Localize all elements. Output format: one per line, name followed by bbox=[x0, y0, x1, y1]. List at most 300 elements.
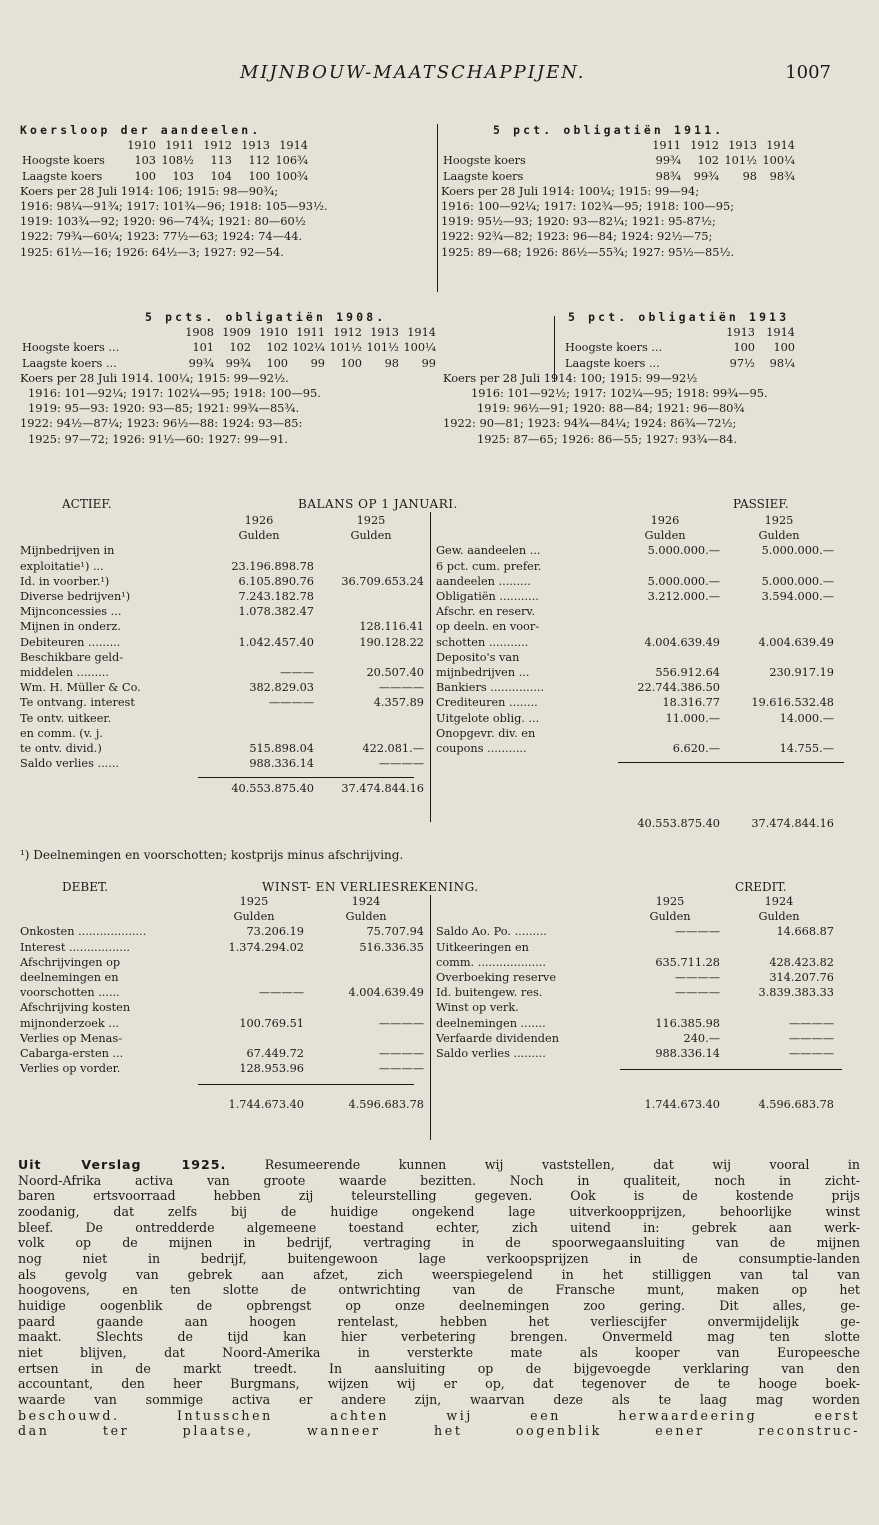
account-row bbox=[434, 1031, 836, 1046]
account-label: deelnemingen en bbox=[20, 971, 119, 985]
account-value: ———— bbox=[268, 696, 314, 710]
account-row bbox=[18, 650, 426, 665]
koers-line: 1922: 92¾—82; 1923: 96—84; 1924: 92½—75; bbox=[441, 229, 713, 244]
oblig-1913-block bbox=[443, 310, 797, 447]
oblig-1911-heading: 5 pct. obligatiën 1911. bbox=[493, 123, 725, 137]
account-row bbox=[18, 604, 426, 619]
account-label: Gew. aandeelen ... bbox=[436, 544, 541, 558]
account-value: 190.128.22 bbox=[359, 635, 424, 649]
account-row bbox=[434, 726, 836, 741]
row-label: Laagste koers bbox=[443, 169, 524, 183]
account-value: 75.707.94 bbox=[366, 925, 424, 939]
row-label: Laagste koers bbox=[22, 169, 103, 183]
verslag-first-line bbox=[18, 1157, 860, 1173]
account-value: 1.042.457.40 bbox=[238, 635, 314, 649]
account-row bbox=[18, 1016, 426, 1031]
account-value: ———— bbox=[674, 986, 720, 1000]
account-value: 100.769.51 bbox=[239, 1016, 304, 1030]
account-label: Te ontvang. interest bbox=[20, 696, 135, 710]
account-label: Afschrijvingen op bbox=[20, 955, 121, 969]
year-row bbox=[20, 138, 310, 153]
value-cell: 100 bbox=[266, 356, 288, 370]
total-row bbox=[18, 1097, 426, 1112]
value-cell: 100 bbox=[773, 341, 795, 355]
balans-passief-label: PASSIEF. bbox=[733, 497, 789, 511]
account-value: 18.316.77 bbox=[662, 696, 720, 710]
value-cell: 98 bbox=[384, 356, 399, 370]
account-label: Afschrijving kosten bbox=[20, 1001, 131, 1015]
balans-title: BALANS OP 1 JANUARI. bbox=[298, 497, 458, 511]
account-label: exploitatie¹) ... bbox=[20, 559, 104, 573]
account-label: Mijnconcessies ... bbox=[20, 605, 122, 619]
total-rule bbox=[620, 1069, 842, 1070]
verslag-line: paard gaande aan hoogen rentelast, hebben het verliescijfer onvermijdelijk ge- bbox=[18, 1313, 860, 1329]
balans-actief-totals bbox=[18, 781, 426, 796]
account-value: 4.004.639.49 bbox=[644, 635, 720, 649]
koers-line: 1922: 94½—87¼; 1923: 96½—88: 1924: 93—85: bbox=[20, 416, 303, 431]
year-cell: 1913 bbox=[726, 326, 755, 340]
koers-line: 1916: 98¼—91¾; 1917: 101¾—96; 1918: 105—93½. bbox=[20, 199, 328, 214]
verslag-line: waarde van sommige activa er andere zijn, waarvan deze als te laag mag worden bbox=[18, 1391, 860, 1407]
account-row bbox=[434, 1016, 836, 1031]
account-value bbox=[306, 1031, 426, 1046]
year-cell: 1911 bbox=[652, 139, 681, 153]
account-value bbox=[722, 619, 836, 634]
account-value bbox=[608, 604, 722, 619]
balans-actief-table bbox=[18, 513, 426, 543]
oblig-1911-table bbox=[441, 138, 797, 184]
koers-line: 1916: 100—92¼; 1917: 102¾—95; 1918: 100—95; bbox=[441, 199, 735, 214]
account-value bbox=[202, 650, 316, 665]
value-cell: 106¾ bbox=[275, 154, 308, 168]
account-label: Beschikbare geld- bbox=[20, 650, 124, 664]
running-head-title: MIJNBOUW-MAATSCHAPPIJEN. bbox=[240, 62, 586, 83]
year-cell: 1910 bbox=[127, 139, 156, 153]
value-cell: 98¾ bbox=[769, 169, 795, 183]
account-value: 20.507.40 bbox=[366, 666, 424, 680]
total-cell: 4.596.683.78 bbox=[348, 1098, 424, 1112]
value-cell: 99¾ bbox=[225, 356, 251, 370]
account-label: schotten ........... bbox=[436, 635, 529, 649]
account-value bbox=[316, 559, 426, 574]
account-row bbox=[18, 1031, 426, 1046]
account-label: coupons ........... bbox=[436, 742, 527, 756]
year-cell: 1912 bbox=[203, 139, 232, 153]
winst-credit-block bbox=[434, 894, 836, 1112]
account-value bbox=[316, 543, 426, 558]
account-value bbox=[618, 1000, 722, 1015]
row-label: Hoogste koers ... bbox=[565, 341, 663, 355]
account-value: 516.336.35 bbox=[359, 940, 424, 954]
koersloop-heading: Koersloop der aandeelen. bbox=[20, 123, 262, 137]
balans-footnote: ¹) Deelnemingen en voorschotten; kostprijs minus afschrijving. bbox=[20, 848, 404, 862]
account-row bbox=[434, 985, 836, 1000]
total-row bbox=[434, 1097, 836, 1112]
hoogste-row bbox=[20, 340, 438, 355]
winst-title: WINST- EN VERLIESREKENING. bbox=[262, 880, 479, 894]
account-value: 19.616.532.48 bbox=[751, 696, 834, 710]
account-row bbox=[18, 955, 426, 970]
column-year: 1924 bbox=[764, 895, 794, 908]
account-row bbox=[434, 650, 836, 665]
koers-line: 1919: 96½—91; 1920: 88—84; 1921: 96—80¾ bbox=[477, 401, 745, 416]
koers-line: Koers per 28 Juli 1914: 100; 1915: 99—92½ bbox=[443, 370, 698, 385]
account-label: Mijnbedrijven in bbox=[20, 544, 115, 558]
account-label: Verlies op Menas- bbox=[20, 1031, 123, 1045]
year-cell: 1911 bbox=[165, 139, 194, 153]
account-row bbox=[434, 695, 836, 710]
koers-line: 1922: 90—81; 1923: 94¾—84¼; 1924: 86¾—72½; bbox=[443, 416, 737, 431]
account-label: Saldo verlies ......... bbox=[436, 1047, 546, 1061]
account-row bbox=[18, 543, 426, 558]
column-unit: Gulden bbox=[233, 910, 275, 924]
account-row bbox=[18, 756, 426, 771]
unit-row bbox=[434, 528, 836, 543]
year-cell: 1914 bbox=[766, 139, 795, 153]
year-cell: 1909 bbox=[222, 326, 251, 340]
value-cell: 100 bbox=[733, 341, 755, 355]
account-row bbox=[434, 1046, 836, 1061]
value-cell: 102 bbox=[229, 341, 251, 355]
koers-line: Koers per 28 Juli 1914: 100¼; 1915: 99—94; bbox=[441, 183, 700, 198]
account-row bbox=[434, 604, 836, 619]
row-label: Hoogste koers bbox=[443, 154, 526, 168]
account-value bbox=[306, 1000, 426, 1015]
account-value bbox=[722, 604, 836, 619]
value-cell: 99¾ bbox=[188, 356, 214, 370]
account-value: 22.744.386.50 bbox=[637, 681, 720, 695]
account-label: Deposito's van bbox=[436, 650, 520, 664]
value-cell: 103 bbox=[172, 169, 194, 183]
account-value: 314.207.76 bbox=[769, 971, 834, 985]
year-cell: 1913 bbox=[241, 139, 270, 153]
account-row bbox=[18, 574, 426, 589]
account-value: 23.196.898.78 bbox=[231, 559, 314, 573]
column-year: 1925 bbox=[764, 514, 794, 527]
account-value: 73.206.19 bbox=[246, 925, 304, 939]
total-cell: 1.744.673.40 bbox=[228, 1098, 304, 1112]
account-row bbox=[18, 711, 426, 726]
account-value: 3.839.383.33 bbox=[758, 986, 834, 1000]
account-label: Winst op verk. bbox=[436, 1001, 519, 1015]
account-value: ———— bbox=[788, 1047, 834, 1061]
account-label: deelnemingen ....... bbox=[436, 1016, 546, 1030]
year-cell: 1908 bbox=[185, 326, 214, 340]
account-value: 11.000.— bbox=[665, 711, 720, 725]
account-label: Onopgevr. div. en bbox=[436, 726, 536, 740]
account-label: Debiteuren ......... bbox=[20, 635, 121, 649]
column-unit: Gulden bbox=[644, 529, 686, 543]
account-value: 556.912.64 bbox=[655, 666, 720, 680]
account-row bbox=[434, 574, 836, 589]
column-year: 1925 bbox=[239, 895, 269, 908]
value-cell: 102 bbox=[266, 341, 288, 355]
account-value bbox=[202, 970, 306, 985]
koersloop-table bbox=[20, 138, 310, 184]
unit-row bbox=[434, 909, 836, 924]
value-cell: 100 bbox=[134, 169, 156, 183]
value-cell: 98 bbox=[742, 169, 757, 183]
year-cell: 1913 bbox=[370, 326, 399, 340]
oblig-1908-heading: 5 pcts. obligatiën 1908. bbox=[145, 310, 387, 324]
hoogste-row bbox=[441, 153, 797, 168]
account-value bbox=[202, 711, 316, 726]
laagste-row bbox=[20, 356, 438, 371]
account-value bbox=[202, 1031, 306, 1046]
account-value bbox=[202, 619, 316, 634]
column-year: 1925 bbox=[356, 514, 386, 527]
account-label: Afschr. en reserv. bbox=[436, 605, 536, 619]
account-value bbox=[202, 955, 306, 970]
account-value: 240.— bbox=[683, 1031, 720, 1045]
account-value bbox=[316, 589, 426, 604]
account-row bbox=[434, 955, 836, 970]
account-label: op deeln. en voor- bbox=[436, 620, 540, 634]
verslag-line: bleef. De ontredderde algemeene toestand echter, zich uitend in: gebrek aan werk- bbox=[18, 1219, 860, 1235]
account-row bbox=[434, 940, 836, 955]
verslag-paragraph bbox=[18, 1157, 860, 1439]
total-rule bbox=[618, 762, 844, 763]
account-value: 988.336.14 bbox=[249, 757, 314, 771]
value-cell: 100¼ bbox=[403, 341, 436, 355]
balans-passief-block bbox=[434, 513, 836, 831]
account-value bbox=[722, 726, 836, 741]
total-cell: 37.474.844.16 bbox=[341, 782, 424, 796]
verslag-first-rest: Resumeerende kunnen wij vaststellen, dat wij vooral in bbox=[264, 1157, 860, 1172]
account-row bbox=[18, 619, 426, 634]
balans-center-rule bbox=[430, 512, 431, 822]
account-label: Obligatiën ........... bbox=[436, 590, 539, 604]
koers-line: 1916: 101—92½; 1917: 102¼—95; 1918: 99¾—95. bbox=[471, 386, 768, 401]
koers-line: Koers per 28 Juli 1914: 106; 1915: 98—90¾; bbox=[20, 183, 279, 198]
year-cell: 1914 bbox=[407, 326, 436, 340]
account-row bbox=[18, 665, 426, 680]
account-value: ———— bbox=[258, 986, 304, 1000]
oblig-1913-heading: 5 pct. obligatiën 1913 bbox=[568, 310, 790, 324]
account-label: Id. buitengew. res. bbox=[436, 986, 543, 1000]
account-value bbox=[316, 711, 426, 726]
year-cell: 1910 bbox=[259, 326, 288, 340]
account-value: 5.000.000.— bbox=[647, 574, 720, 588]
value-cell: 98¼ bbox=[769, 356, 795, 370]
account-value bbox=[306, 955, 426, 970]
account-value: 5.000.000.— bbox=[647, 544, 720, 558]
account-value: ———— bbox=[378, 1047, 424, 1061]
value-cell: 112 bbox=[248, 154, 270, 168]
account-label: Interest ................. bbox=[20, 940, 131, 954]
account-value: 14.000.— bbox=[779, 711, 834, 725]
laagste-row bbox=[443, 356, 797, 371]
account-value: 128.116.41 bbox=[359, 620, 424, 634]
value-cell: 99 bbox=[310, 356, 325, 370]
koers-line: 1919: 95½—93; 1920: 93—82¼; 1921: 95-87½; bbox=[441, 214, 716, 229]
account-label: Overboeking reserve bbox=[436, 971, 557, 985]
head-row bbox=[18, 513, 426, 528]
verslag-lead: Uit Verslag 1925. bbox=[18, 1157, 227, 1172]
account-value: 422.081.— bbox=[362, 742, 424, 756]
account-value: 67.449.72 bbox=[246, 1047, 304, 1061]
value-cell: 108½ bbox=[161, 154, 194, 168]
oblig-1908-block bbox=[20, 310, 438, 447]
account-label: Crediteuren ........ bbox=[436, 696, 538, 710]
account-value: 1.078.382.47 bbox=[238, 605, 314, 619]
account-row bbox=[18, 1061, 426, 1076]
account-label: mijnbedrijven ... bbox=[436, 666, 530, 680]
account-row bbox=[18, 559, 426, 574]
running-head bbox=[0, 62, 879, 90]
account-value bbox=[608, 726, 722, 741]
column-unit: Gulden bbox=[350, 529, 392, 543]
verslag-line: beschouwd. Intusschen achten wij een herwaardeering eerst bbox=[18, 1407, 860, 1423]
account-label: Wm. H. Müller & Co. bbox=[20, 681, 141, 695]
account-value bbox=[722, 680, 836, 695]
account-row bbox=[434, 589, 836, 604]
verslag-line: baren ertsvoorraad hebben zij teleurstelling gegeven. Ook is de kostende prijs bbox=[18, 1188, 860, 1204]
koers-line: 1919: 95—93: 1920: 93—85; 1921: 99¾—85¾. bbox=[28, 401, 300, 416]
verslag-line: nog niet in bedrijf, buitengewoon lage verkoopsprijzen in de consumptie-landen bbox=[18, 1250, 860, 1266]
winst-debet-label: DEBET. bbox=[62, 880, 109, 894]
account-value: 988.336.14 bbox=[655, 1047, 720, 1061]
account-row bbox=[18, 680, 426, 695]
verslag-line: volk op de mijnen in bedrijf, vertraging in de spoorwegaansluiting van de mijnen bbox=[18, 1235, 860, 1251]
account-value bbox=[722, 650, 836, 665]
value-cell: 99 bbox=[421, 356, 436, 370]
koersloop-block bbox=[20, 123, 328, 260]
oblig-1913-table bbox=[443, 325, 797, 371]
total-row bbox=[434, 816, 836, 831]
koers-line: 1922: 79¾—60¼; 1923: 77½—63; 1924: 74—44. bbox=[20, 229, 303, 244]
account-value: 6.105.890.76 bbox=[238, 574, 314, 588]
account-label: Uitgelote oblig. ... bbox=[436, 711, 540, 725]
year-cell: 1914 bbox=[279, 139, 308, 153]
value-cell: 97½ bbox=[729, 356, 755, 370]
account-row bbox=[18, 985, 426, 1000]
head-row bbox=[434, 513, 836, 528]
unit-row bbox=[18, 909, 426, 924]
year-row bbox=[20, 325, 438, 340]
account-value: ———— bbox=[788, 1031, 834, 1045]
oblig-1911-block bbox=[441, 123, 797, 260]
winst-credit-rows bbox=[434, 924, 836, 1061]
koers-line: 1925: 87—65; 1926: 86—55; 1927: 93¾—84. bbox=[477, 431, 738, 446]
value-cell: 100 bbox=[248, 169, 270, 183]
total-rule bbox=[198, 777, 414, 778]
account-label: 6 pct. cum. prefer. bbox=[436, 559, 542, 573]
column-divider bbox=[437, 124, 438, 292]
winst-credit-table bbox=[434, 894, 836, 924]
verslag-line: hoogovens, en ten slotte de ontwrichting van de Fransche munt, maken op het bbox=[18, 1282, 860, 1298]
hoogste-row bbox=[20, 153, 310, 168]
account-label: te ontv. divid.) bbox=[20, 742, 102, 756]
account-label: comm. ................... bbox=[436, 955, 546, 969]
account-label: Saldo verlies ...... bbox=[20, 757, 120, 771]
value-cell: 113 bbox=[210, 154, 232, 168]
laagste-row bbox=[20, 169, 310, 184]
balans-actief-label: ACTIEF. bbox=[62, 497, 112, 511]
total-row bbox=[18, 781, 426, 796]
account-value bbox=[202, 1000, 306, 1015]
account-label: aandeelen ......... bbox=[436, 574, 531, 588]
balans-passief-table bbox=[434, 513, 836, 543]
value-cell: 101 bbox=[192, 341, 214, 355]
year-row bbox=[441, 138, 797, 153]
account-value: ———— bbox=[674, 971, 720, 985]
account-value: ———— bbox=[378, 1016, 424, 1030]
value-cell: 99¾ bbox=[693, 169, 719, 183]
account-row bbox=[18, 726, 426, 741]
account-value bbox=[202, 543, 316, 558]
year-cell: 1913 bbox=[728, 139, 757, 153]
total-cell: 1.744.673.40 bbox=[644, 1098, 720, 1112]
value-cell: 101½ bbox=[366, 341, 399, 355]
verslag-lines bbox=[18, 1173, 860, 1439]
year-cell: 1914 bbox=[766, 326, 795, 340]
account-value: 36.709.653.24 bbox=[341, 574, 424, 588]
balans-passief-rows bbox=[434, 543, 836, 756]
koers-line: Koers per 28 Juli 1914. 100¼; 1915: 99—92½. bbox=[20, 370, 289, 385]
column-year: 1924 bbox=[351, 895, 381, 908]
oblig-1908-table bbox=[20, 325, 438, 371]
column-year: 1926 bbox=[650, 514, 680, 527]
account-label: middelen ......... bbox=[20, 666, 109, 680]
hoogste-row bbox=[443, 340, 797, 355]
account-value: 4.004.639.49 bbox=[348, 986, 424, 1000]
account-value bbox=[722, 940, 836, 955]
account-value bbox=[722, 1000, 836, 1015]
winst-credit-label: CREDIT. bbox=[735, 880, 787, 894]
account-row bbox=[18, 940, 426, 955]
unit-row bbox=[18, 528, 426, 543]
account-value: 1.374.294.02 bbox=[228, 940, 304, 954]
account-row bbox=[434, 924, 836, 939]
account-row bbox=[434, 970, 836, 985]
account-value bbox=[316, 726, 426, 741]
koers-line: 1919: 103¾—92; 1920: 96—74¾; 1921: 80—60½ bbox=[20, 214, 306, 229]
balans-actief-rows bbox=[18, 543, 426, 771]
account-row bbox=[434, 619, 836, 634]
account-value: 3.212.000.— bbox=[647, 590, 720, 604]
koers-line: 1925: 97—72; 1926: 91½—60: 1927: 99—91. bbox=[28, 431, 289, 446]
account-row bbox=[434, 741, 836, 756]
account-label: en comm. (v. j. bbox=[20, 726, 104, 740]
account-row bbox=[18, 695, 426, 710]
row-label: Hoogste koers bbox=[22, 154, 105, 168]
account-label: Uitkeeringen en bbox=[436, 940, 529, 954]
account-value: 3.594.000.— bbox=[761, 590, 834, 604]
koers-line: 1925: 89—68; 1926: 86½—55¾; 1927: 95½—85½. bbox=[441, 244, 735, 259]
account-label: Bankiers ............... bbox=[436, 681, 545, 695]
account-label: Diverse bedrijven¹) bbox=[20, 590, 131, 604]
total-cell: 40.553.875.40 bbox=[637, 817, 720, 831]
account-value bbox=[202, 726, 316, 741]
account-value: ——— bbox=[280, 666, 314, 680]
row-label: Laagste koers ... bbox=[22, 356, 117, 370]
winst-debet-rows bbox=[18, 924, 426, 1076]
account-label: Verlies op vorder. bbox=[20, 1062, 121, 1076]
year-row bbox=[443, 325, 797, 340]
koers-line: 1916: 101—92¼; 1917: 102¼—95; 1918: 100—95. bbox=[28, 386, 321, 401]
winst-credit-totals bbox=[434, 1097, 836, 1112]
account-label: Id. in voorber.¹) bbox=[20, 574, 110, 588]
year-cell: 1912 bbox=[690, 139, 719, 153]
winst-debet-table bbox=[18, 894, 426, 924]
account-row bbox=[434, 680, 836, 695]
account-label: mijnonderzoek ... bbox=[20, 1016, 120, 1030]
account-value: 635.711.28 bbox=[655, 955, 720, 969]
account-value: 4.357.89 bbox=[373, 696, 424, 710]
value-cell: 101½ bbox=[724, 154, 757, 168]
account-value: ———— bbox=[378, 1062, 424, 1076]
